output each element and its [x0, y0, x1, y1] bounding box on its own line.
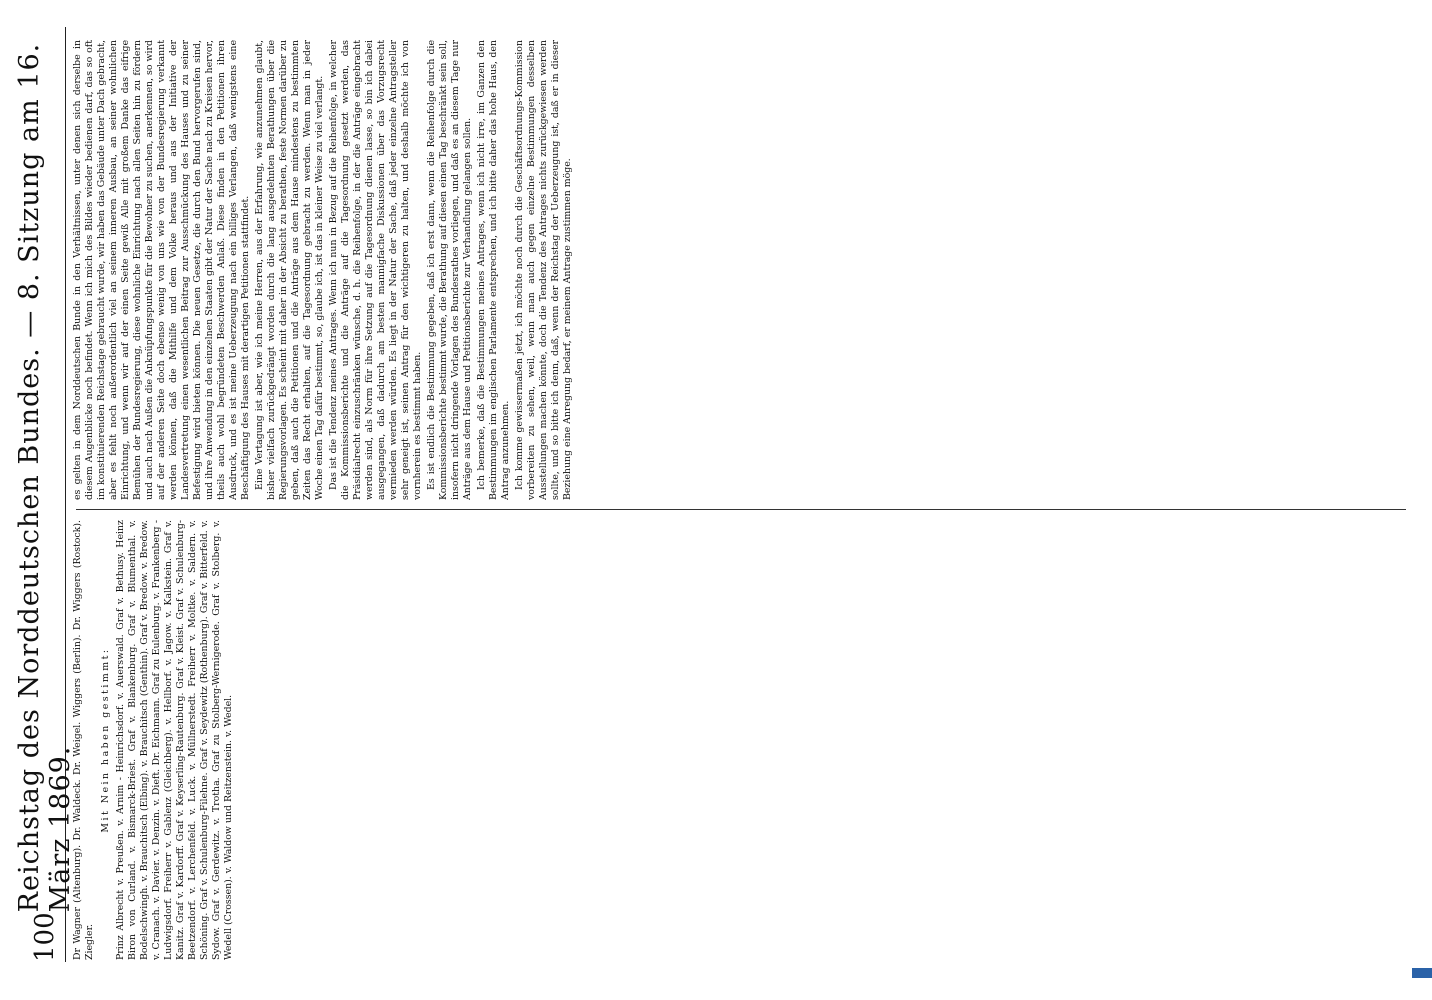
- column-rule: [76, 509, 1406, 510]
- page-header: [13, 27, 76, 962]
- digitization-credit: [1414, 0, 1432, 1000]
- no-votes-heading: Mit Nein haben gestimmt:: [100, 647, 111, 833]
- right-column: [72, 40, 1412, 500]
- speech-paragraph: Ich bemerke, daß die Bestimmungen meines Antrages, wenn ich nicht irre, im Ganzen den Bestimmungen im englischen Parlamente entsprechen, und ich bitte daher das hohe Haus, den Antrag anzunehmen.: [476, 40, 511, 500]
- voter-list-yes-end: Dr Wagner (Altenburg). Dr. Waldeck. Dr. Weigel. Wiggers (Berlin). Dr. Wiggers (Rostock). Ziegler.: [72, 520, 95, 960]
- speech-paragraph: Ich komme gewissermaßen jetzt, ich möchte noch durch die Geschäftsordnungs-Kommission vorbereiten zu sehen, weil, wenn man auch gegen einzelne Bestimmungen desselben Ausstellungen machen könnte, doch die Tendenz des Antrages nichts zurückgewiesen werden sollte, und so bitte ich denn, daß, wenn der Reichstag der Ueberzeugung ist, daß er in dieser Beziehung eine Anregung bedarf, er meinem Antrage zustimmen möge.: [514, 40, 573, 500]
- speech-paragraph: Das ist die Tendenz meines Antrages. Wenn ich nun in Bezug auf die Reihenfolge, in welcher die Kommissionsberichte und die Anträge auf die Tagesordnung gesetzt werden, das Präsidialrecht einzuschränken wünsche, d. h. die Reihenfolge, in der die Anträge eingebracht werden sind, als Norm für ihre Setzung auf die Tagesordnung dienen lasse, so bin ich dabei ausgegangen, daß dadurch am besten mannigfache Diskussionen über das Vorzugsrecht vermieden werden würden. Es liegt in der Natur der Sache, daß jeder einzelne Antragsteller sehr geneigt ist, seinen Antrag für den wichtigeren zu halten, und deshalb möchte ich von vornherein es bestimmt haben.: [328, 40, 423, 500]
- rotated-page-content: [10, 0, 1420, 1000]
- running-title: Reichstag des Norddeutschen Bundes. — 8. Sitzung am 16. März 1869.: [13, 42, 76, 913]
- left-column: [72, 520, 1412, 960]
- speech-paragraph: Es ist endlich die Bestimmung gegeben, daß ich erst dann, wenn die Reihenfolge durch die Kommissionsberichte bestimmt wurde, die Berathung auf diesen einen Tag beschränkt sein soll, insofern nicht dringende Vorlagen des Bundesrathes vorliegen, und daß es an diesem Tage nur Anträge aus dem Hause und Petitionsberichte zur Verhandlung gelangen sollen.: [426, 40, 473, 500]
- speech-paragraph: es gelten in dem Norddeutschen Bunde in den Verhältnissen, unter denen sich derselbe in diesem Augenblicke noch befindet. Wenn ich mich des Bildes wieder bedienen darf, das so oft im konstituierenden Reichstage gebraucht wurde, wir haben das Gebäude unter Dach gebracht, aber es fehlt noch außerordentlich viel an seinem inneren Ausbau, an seiner wohnlichen Einrichtung, und wenn wir auf der einen Seite gewiß Alle mit großem Danke das eifrige Bemühen der Bundesregierung, diese wohnliche Einrichtung nach allen Seiten hin zu fördern und auch nach Außen die Anknüpfungspunkte für die Bewohner zu suchen, anerkennen, so wird auf der anderen Seite doch ebenso wenig von uns wie von der Bundesregierung verkannt werden können, daß die Mithilfe und dem Volke heraus und aus der Initiative der Landesvertretung einen wesentlichen Beitrag zur Ausschmückung des Hauses und zu seiner Befestigung wird bieten können. Die neuen Gesetze, die durch den Bund hervorgerufen sind, und ihre Anwendung in den einzelnen Staaten gibt der Natur der Sache nach zu Kreisen hervor, theils auch wohl begründeten Beschwerden Anlaß. Diese finden in den Petitionen ihren Ausdruck, und es ist meine Ueberzeugung nach ein billiges Verlangen, daß wenigstens eine Beschäftigung des Hauses mit derartigen Petitionen stattfindet.: [72, 40, 251, 500]
- voter-list-no: Prinz Albrecht v. Preußen. v. Arnim - Heinrichsdorf. v. Auerswald. Graf v. Bethusy. Heinz Biron von Curland. v. Bismarck-Briest. Graf v. Blankenburg. Graf v. Blumenthal. v. Bodelschwingh. v. Brauchitsch (Elbing). v. Brauchitsch (Genthin). Graf v. Bredow. v. Bredow. v. Cranach. v. Davier. v. Denzin. v. Dieft. Dr. Eichmann. Graf zu Eulenburg. v. Frankenberg - Ludwigsdorf. Freiherr v. Gablenz (Gleichberg). v. Hellborf. v. Jagow. v. Kalkstein. Graf v. Kanitz. Graf v. Kardorff. Graf v. Keyserling-Rautenburg. Graf v. Kleist. Graf v. Schulenburg-Beetzendorf. v. Lerchenfeld. v. Luck. v. Müllnerstedt. Freiherr v. Moltke. v. Saldern. v. Schöning. Graf v. Schulenburg-Filehne. Graf v. Seydewitz (Rothenburg). Graf v. Bitterfeld. v. Sydow. Graf v. Gerdewitz. v. Trotha. Graf zu Stolberg-Wernigerode. Graf v. Stolberg. v. Wedell (Crossen). v. Waldow und Reitzenstein. v. Wedel.: [115, 520, 234, 960]
- speech-paragraph: Eine Vertagung ist aber, wie ich meine Herren, aus der Erfahrung, wie anzunehmen glaubt, bisher vielfach zurückgedrängt worden durch die lang ausgedehnten Berathungen über die Regierungsvorlagen. Es scheint mit daher in der Absicht zu berathen, feste Normen darüber zu geben, daß auch die Petitionen und die Anträge aus dem Hause mindestens zu bestimmten Zeiten das Recht erhalten, auf die Tagesordnung gebracht zu werden. Wenn man in jeder Woche einen Tag dafür bestimmt, so, glaube ich, ist das in kleiner Weise zu viel verlangt.: [254, 40, 325, 500]
- page-number: 100: [29, 912, 60, 962]
- dfg-logo: [1412, 968, 1432, 978]
